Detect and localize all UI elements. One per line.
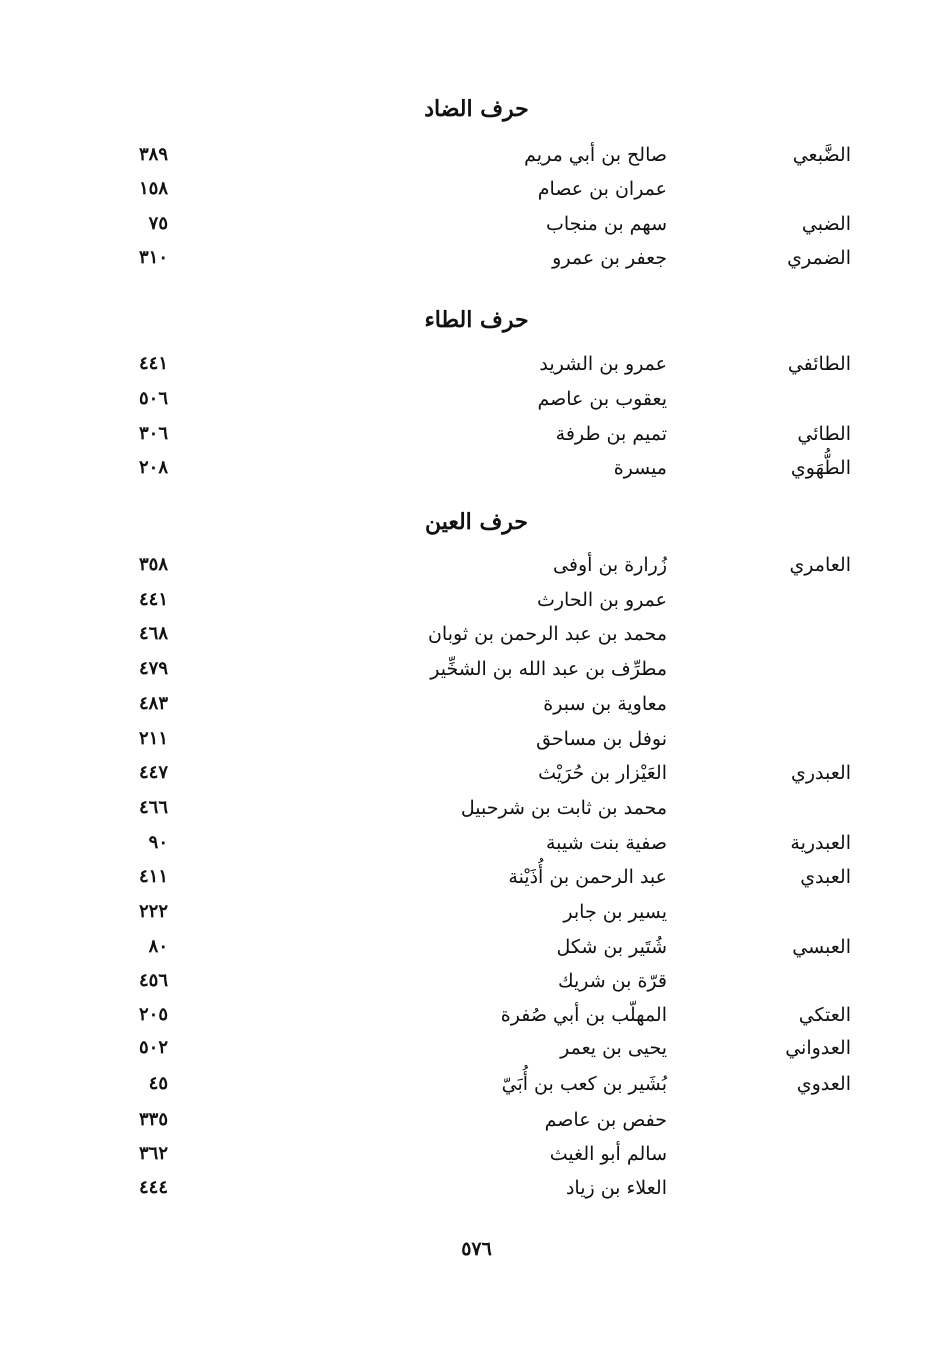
page-reference: ٩٠ [148, 832, 168, 853]
nisba-label: الطُّهَوي [790, 457, 851, 479]
page-reference: ٤٤١ [138, 353, 168, 374]
page-reference: ٤٥٦ [138, 970, 168, 991]
person-name: صفية بنت شيبة [546, 832, 667, 854]
person-name: يعقوب بن عاصم [537, 388, 667, 410]
nisba-label: العدوي [796, 1073, 851, 1095]
page-reference: ٢١١ [138, 728, 168, 749]
nisba-label: العامري [789, 554, 851, 576]
page-reference: ٣٦٢ [138, 1143, 168, 1164]
index-row [0, 998, 933, 1032]
index-row [0, 652, 933, 686]
person-name: سالم أبو الغيث [549, 1143, 667, 1165]
page-reference: ٢٢٢ [138, 901, 168, 922]
page-number: ٥٧٦ [461, 1238, 492, 1260]
person-name: حفص بن عاصم [544, 1109, 667, 1131]
person-name: سهم بن منجاب [545, 213, 667, 235]
page-reference: ٣٠٦ [138, 423, 168, 444]
index-row [0, 138, 933, 172]
person-name: زُرارة بن أوفى [553, 554, 667, 576]
nisba-label: العبدي [800, 866, 851, 888]
page-reference: ٤١١ [138, 866, 168, 887]
nisba-label: العبدرية [790, 832, 851, 854]
person-name: عمرو بن الحارث [537, 589, 667, 611]
index-row [0, 1031, 933, 1065]
index-row [0, 722, 933, 756]
section-heading-ta: حرف الطاء [424, 307, 529, 333]
page-reference: ٣٥٨ [138, 554, 168, 575]
index-row [0, 930, 933, 964]
nisba-label: الطائي [797, 423, 851, 445]
index-row [0, 964, 933, 998]
index-row [0, 382, 933, 416]
nisba-label: العدواني [785, 1037, 851, 1059]
page-reference: ٥٠٦ [138, 388, 168, 409]
page-reference: ١٥٨ [138, 178, 168, 199]
person-name: شُتَير بن شكل [556, 936, 667, 958]
person-name: المهلّب بن أبي صُفرة [500, 1004, 667, 1026]
page-reference: ٤٤٤ [138, 1177, 168, 1198]
page-reference: ٤٦٨ [138, 623, 168, 644]
page-reference: ٤٥ [148, 1073, 168, 1094]
index-row [0, 687, 933, 721]
page-reference: ٤٦٦ [138, 797, 168, 818]
person-name: العَيْزار بن حُرَيْث [538, 762, 667, 784]
person-name: العلاء بن زياد [565, 1177, 667, 1199]
person-name: محمد بن ثابت بن شرحبيل [460, 797, 667, 819]
index-row [0, 826, 933, 860]
index-row [0, 451, 933, 485]
nisba-label: العتكي [798, 1004, 851, 1026]
index-row [0, 617, 933, 651]
nisba-label: الضَّبعي [792, 144, 851, 166]
index-row [0, 860, 933, 894]
index-row [0, 756, 933, 790]
index-row [0, 583, 933, 617]
page-reference: ٨٠ [148, 936, 168, 957]
index-row [0, 895, 933, 929]
person-name: جعفر بن عمرو [552, 247, 667, 269]
page-reference: ٤٤١ [138, 589, 168, 610]
nisba-label: الضمري [787, 247, 851, 269]
section-heading-dad: حرف الضاد [424, 96, 529, 122]
page-reference: ٣٣٥ [138, 1109, 168, 1130]
index-row [0, 791, 933, 825]
person-name: عمران بن عصام [537, 178, 667, 200]
person-name: عبد الرحمن بن أُذَيْنة [508, 866, 667, 888]
person-name: محمد بن عبد الرحمن بن ثوبان [427, 623, 667, 645]
person-name: ميسرة [613, 457, 667, 479]
index-row [0, 347, 933, 381]
nisba-label: الطائفي [787, 353, 851, 375]
page-reference: ٢٠٥ [138, 1004, 168, 1025]
index-row [0, 1171, 933, 1205]
index-row [0, 1137, 933, 1171]
index-row [0, 241, 933, 275]
index-row [0, 172, 933, 206]
page-reference: ٣١٠ [138, 247, 168, 268]
index-row [0, 1103, 933, 1137]
page-reference: ٤٨٣ [138, 693, 168, 714]
page-reference: ٣٨٩ [138, 144, 168, 165]
person-name: يحيى بن يعمر [560, 1037, 667, 1059]
page-reference: ٢٠٨ [138, 457, 168, 478]
index-row [0, 417, 933, 451]
index-row [0, 207, 933, 241]
person-name: نوفل بن مساحق [536, 728, 667, 750]
page-reference: ٤٧٩ [138, 658, 168, 679]
person-name: يسير بن جابر [563, 901, 667, 923]
nisba-label: العبدري [791, 762, 851, 784]
page-reference: ٥٠٢ [138, 1037, 168, 1058]
page-reference: ٤٤٧ [138, 762, 168, 783]
person-name: صالح بن أبي مريم [524, 144, 667, 166]
person-name: مطرِّف بن عبد الله بن الشخِّير [430, 658, 667, 680]
index-row [0, 548, 933, 582]
person-name: معاوية بن سبرة [543, 693, 667, 715]
person-name: تميم بن طرفة [555, 423, 667, 445]
index-row [0, 1067, 933, 1101]
person-name: قرّة بن شريك [557, 970, 667, 992]
page-reference: ٧٥ [148, 213, 168, 234]
person-name: بُشَير بن كعب بن أُبَيّ [501, 1073, 667, 1095]
nisba-label: الضبي [801, 213, 851, 235]
person-name: عمرو بن الشريد [539, 353, 667, 375]
nisba-label: العبسي [792, 936, 851, 958]
section-heading-ain: حرف العين [424, 509, 529, 535]
